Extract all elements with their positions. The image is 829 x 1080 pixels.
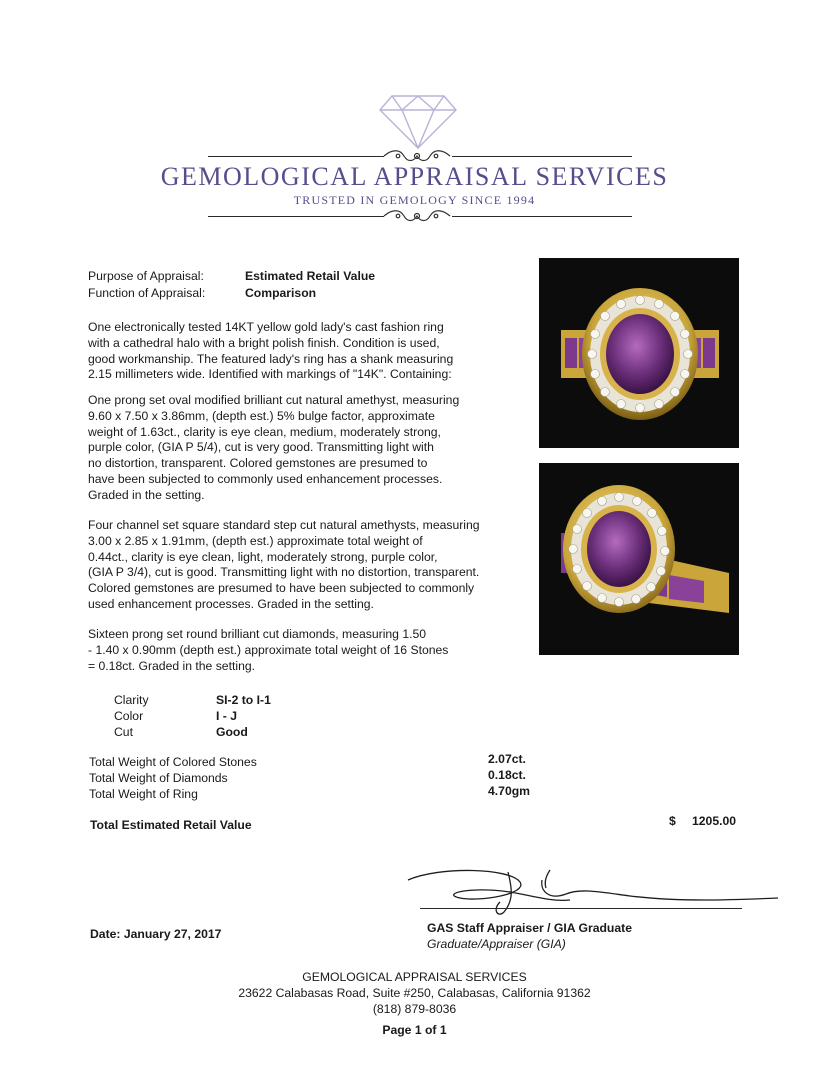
paragraph-line: with a cathedral halo with a bright polish finish. Condition is used,	[88, 335, 440, 350]
company-name: GEMOLOGICAL APPRAISAL SERVICES	[160, 162, 669, 191]
total-diamonds-label: Total Weight of Diamonds	[89, 771, 228, 785]
side-stones-description	[88, 518, 540, 613]
paragraph-line: 2.15 millimeters wide. Identified with markings of "14K". Containing:	[88, 367, 452, 382]
paragraph-line: Sixteen prong set round brilliant cut diamonds, measuring 1.50	[88, 627, 427, 641]
page-number: Page 1 of 1	[382, 1023, 447, 1037]
signature-line	[420, 908, 742, 909]
header-rule-top-right	[452, 156, 632, 157]
paragraph-line: - 1.40 x 0.90mm (depth est.) approximate total weight of 16 Stones	[88, 642, 449, 657]
diamond-logo-icon	[378, 92, 458, 150]
purpose-value: Estimated Retail Value	[245, 269, 376, 283]
diamonds-description	[88, 627, 533, 674]
center-stone-description	[88, 393, 533, 504]
retail-amount: 1205.00	[692, 814, 737, 828]
header-rule-bottom-left	[208, 216, 384, 217]
retail-currency: $	[669, 814, 676, 828]
purpose-label: Purpose of Appraisal:	[88, 269, 204, 283]
total-diamonds-value: 0.18ct.	[488, 768, 526, 782]
clarity-value: SI-2 to I-1	[216, 693, 271, 707]
color-label: Color	[114, 709, 144, 723]
header-rule-bottom-right	[452, 216, 632, 217]
footer-address: 23622 Calabasas Road, Suite #250, Calabasas, California 91362	[238, 986, 591, 1000]
paragraph-line: used enhancement processes. Graded in the setting.	[88, 596, 374, 611]
ring-description	[88, 320, 533, 383]
clarity-label: Clarity	[114, 693, 149, 707]
retail-value-label: Total Estimated Retail Value	[90, 818, 252, 832]
paragraph-line: no distortion, transparent. Colored gemstones are presumed to	[88, 456, 428, 471]
paragraph-line: weight of 1.63ct., clarity is eye clean, medium, moderately strong,	[88, 424, 441, 439]
signer-title: GAS Staff Appraiser / GIA Graduate	[427, 921, 632, 935]
footer-phone: (818) 879-8036	[372, 1002, 457, 1016]
paragraph-line: 9.60 x 7.50 x 3.86mm, (depth est.) 5% bulge factor, approximate	[88, 408, 435, 423]
total-colored-stones-value: 2.07ct.	[488, 752, 526, 766]
paragraph-line: 0.44ct., clarity is eye clean, light, moderately strong, purple color,	[88, 549, 438, 564]
company-tagline: TRUSTED IN GEMOLOGY SINCE 1994	[293, 193, 536, 207]
paragraph-line: have been subjected to commonly used enhancement processes.	[88, 471, 443, 486]
total-ring-value: 4.70gm	[488, 784, 531, 798]
total-ring-label: Total Weight of Ring	[89, 787, 198, 801]
paragraph-line: (GIA P 3/4), cut is good. Transmitting light with no distortion, transparent.	[88, 565, 480, 580]
paragraph-line: Colored gemstones are presumed to have been subjected to commonly	[88, 581, 475, 596]
paragraph-line: = 0.18ct. Graded in the setting.	[88, 658, 256, 673]
paragraph-line: purple color, (GIA P 5/4), cut is very good. Transmitting light with	[88, 440, 434, 455]
header-rule-top-left	[208, 156, 384, 157]
signature-icon	[400, 862, 780, 918]
total-colored-stones-label: Total Weight of Colored Stones	[89, 755, 257, 769]
ring-photo-angle	[539, 463, 739, 655]
footer-company: GEMOLOGICAL APPRAISAL SERVICES	[302, 970, 527, 984]
appraisal-date: Date: January 27, 2017	[90, 927, 222, 941]
paragraph-line: One prong set oval modified brilliant cut natural amethyst, measuring	[88, 393, 460, 407]
cut-label: Cut	[114, 725, 133, 739]
paragraph-line: 3.00 x 2.85 x 1.91mm, (depth est.) approximate total weight of	[88, 533, 423, 548]
paragraph-line: Graded in the setting.	[88, 487, 205, 502]
ring-angle-illustration	[539, 463, 739, 655]
paragraph-line: good workmanship. The featured lady's ring has a shank measuring	[88, 351, 454, 366]
ring-front-illustration	[539, 258, 739, 448]
paragraph-line: Four channel set square standard step cut natural amethysts, measuring	[88, 518, 480, 532]
ornament-bottom-icon	[382, 207, 452, 225]
cut-value: Good	[216, 725, 248, 739]
paragraph-line: One electronically tested 14KT yellow gold lady's cast fashion ring	[88, 320, 444, 334]
function-value: Comparison	[245, 286, 317, 300]
ring-photo-front	[539, 258, 739, 448]
signer-subtitle: Graduate/Appraiser (GIA)	[427, 937, 566, 951]
color-value: I - J	[216, 709, 237, 723]
function-label: Function of Appraisal:	[88, 286, 206, 300]
